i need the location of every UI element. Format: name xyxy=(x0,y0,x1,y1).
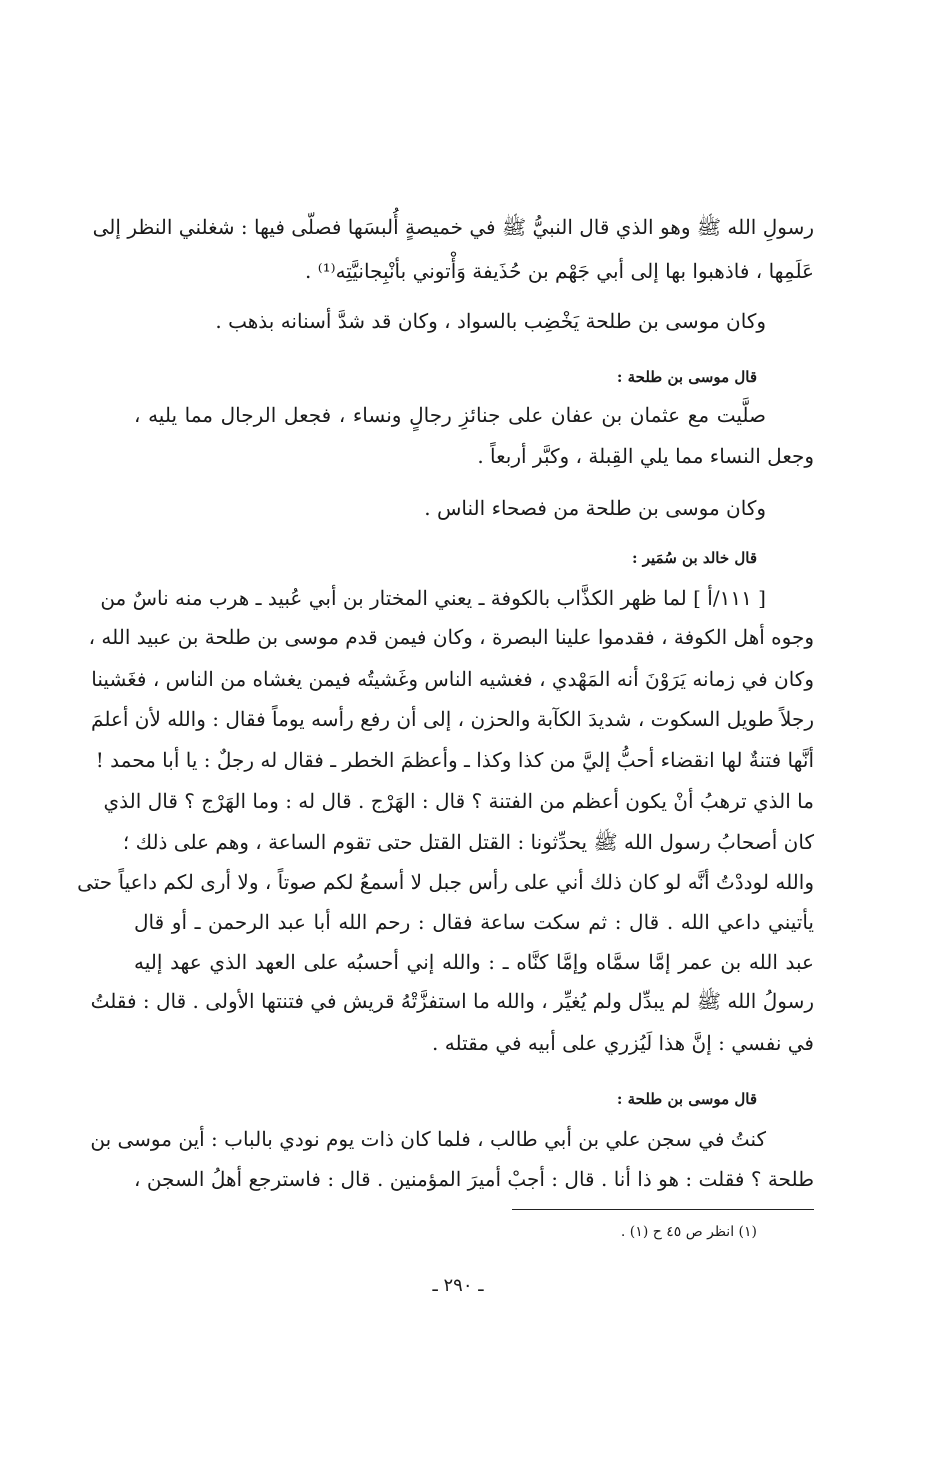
text-line: أنَّها فتنةٌ لها انقضاء أحبُّ إليَّ من كذا وكذا ـ وأعظمَ الخطر ـ فقال له رجلٌ : يا أبا محمد ! xyxy=(95,748,814,772)
text-line: عبد الله بن عمر إمَّا سمَّاه وإمَّا كنَّاه ـ : والله إني أحسبُه على العهد الذي عهد إليه xyxy=(134,950,814,974)
text-line: ما الذي ترهبُ أنْ يكون أعظم من الفتنة ؟ قال : الهَرْج . قال له : وما الهَرْج ؟ قال الذي xyxy=(103,789,814,813)
text-line: يأتيني داعي الله . قال : ثم سكت ساعة فقال : رحم الله أبا عبد الرحمن ـ أو قال xyxy=(134,910,814,934)
section-heading: قال موسى بن طلحة : xyxy=(616,368,757,386)
text-line: والله لوددْتُ أنَّه لو كان ذلك أني على رأس جبل لا أسمعُ لكم صوتاً ، ولا أرى لكم داعياً حتى xyxy=(77,870,814,894)
text-line: رسولُ الله ﷺ لم يبدِّل ولم يُغيِّر ، والله ما استفزَّتْهُ قريش في فتنتها الأولى . قال : فقلتُ xyxy=(90,989,814,1013)
text-line: كنتُ في سجن علي بن أبي طالب ، فلما كان ذات يوم نودي بالباب : أين موسى بن xyxy=(90,1127,766,1151)
text-line: وكان موسى بن طلحة من فصحاء الناس . xyxy=(424,496,766,520)
footnote-rule xyxy=(512,1209,814,1210)
text-line: وجعل النساء مما يلي القِبلة ، وكبَّر أربعاً . xyxy=(477,444,814,468)
text-line: صلَّيت مع عثمان بن عفان على جنائزِ رجالٍ ونساء ، فجعل الرجال مما يليه ، xyxy=(134,403,766,427)
text-line: وكان موسى بن طلحة يَخْضِب بالسواد ، وكان قد شدَّ أسنانه بذهب . xyxy=(215,309,766,333)
text-line: وجوه أهل الكوفة ، فقدموا علينا البصرة ، وكان فيمن قدم موسى بن طلحة بن عبيد الله ، xyxy=(88,625,814,649)
section-heading: قال خالد بن سُمَير : xyxy=(632,549,757,567)
text-line: في نفسي : إنَّ هذا لَيُزري على أبيه في مقتله . xyxy=(432,1031,814,1055)
text-line: [ ١١١/أ ] لما ظهر الكذَّاب بالكوفة ـ يعني المختار بن أبي عُبيد ـ هرب منه ناسٌ من xyxy=(100,586,766,610)
text-line: طلحة ؟ فقلت : هو ذا أنا . قال : أجبْ أميرَ المؤمنين . قال : فاسترجع أهلُ السجن ، xyxy=(134,1167,814,1191)
text-line: رجلاً طويل السكوت ، شديدَ الكآبة والحزن ، إلى أن رفع رأسه يوماً فقال : والله لأن أعلمَ xyxy=(91,707,814,731)
footnote: (١) انظر ص ٤٥ ح (١) . xyxy=(620,1224,757,1240)
text-line: كان أصحابُ رسول الله ﷺ يحدِّثونا : القتل القتل حتى تقوم الساعة ، وهم على ذلك ؛ xyxy=(122,830,814,854)
text-line: عَلَمِها ، فاذهبوا بها إلى أبي جَهْم بن حُذَيفة وَأْتوني بأنْبِجانيَّتِه⁽¹⁾ . xyxy=(305,259,814,283)
page-number: ـ ٢٩٠ ـ xyxy=(432,1275,484,1296)
text-line: رسولِ الله ﷺ وهو الذي قال النبيُّ ﷺ في خميصةٍ أُلبسَها فصلّى فيها : شغلني النظر إلى xyxy=(92,215,814,239)
text-line: وكان في زمانه يَرَوْنَ أنه المَهْدي ، فغشيه الناس وغَشيتُه فيمن يغشاه من الناس ، فغَشينا xyxy=(91,667,814,691)
section-heading: قال موسى بن طلحة : xyxy=(616,1090,757,1108)
